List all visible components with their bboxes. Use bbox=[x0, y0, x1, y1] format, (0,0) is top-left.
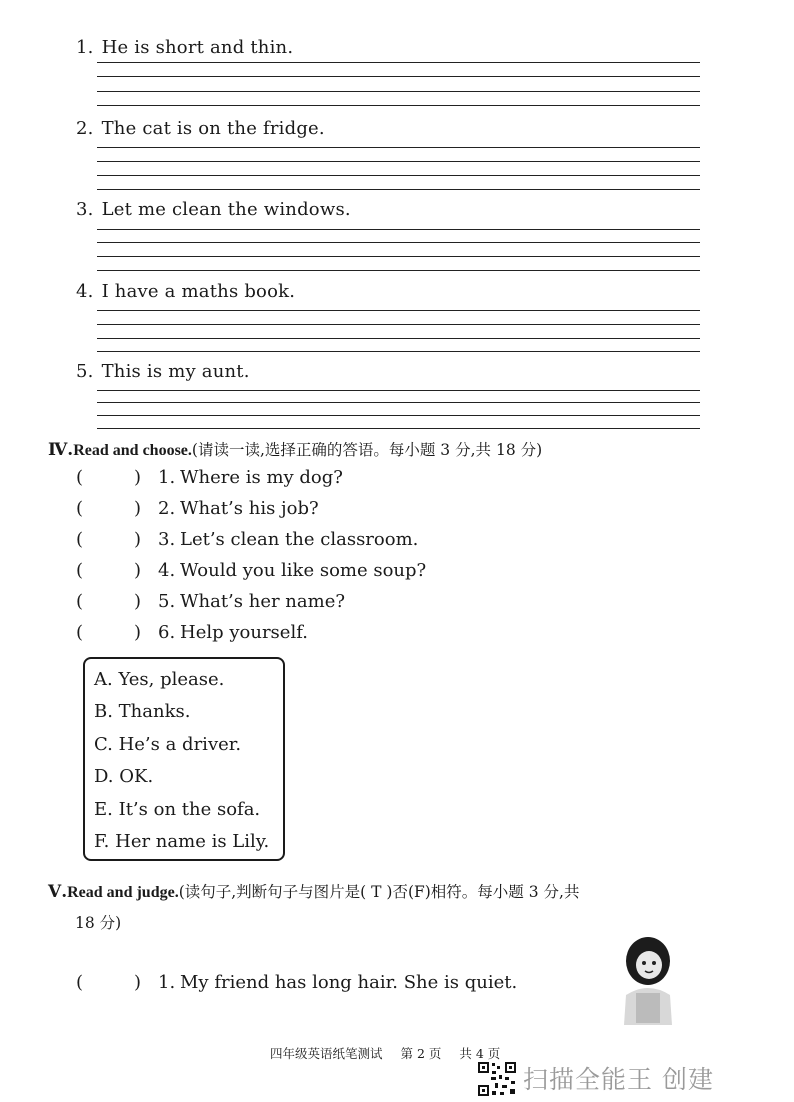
section-4-title-en: Read and choose. bbox=[73, 442, 192, 459]
answer-blank-close: ) bbox=[134, 467, 142, 488]
answer-blank-close: ) bbox=[134, 622, 142, 643]
rewrite-item-4 bbox=[76, 281, 295, 302]
option-a: A. Yes, please. bbox=[94, 669, 225, 690]
question-number: 1. bbox=[158, 972, 176, 993]
rewrite-item-2 bbox=[76, 118, 325, 139]
item-number: 4. bbox=[76, 281, 94, 302]
answer-blank-close: ) bbox=[134, 498, 142, 519]
question-number: 1. bbox=[158, 467, 176, 488]
question-text: Would you like some soup? bbox=[180, 560, 427, 581]
answer-blank-open[interactable]: ( bbox=[76, 467, 84, 488]
footer-title: 四年级英语纸笔测试 bbox=[270, 1046, 383, 1061]
question-number: 6. bbox=[158, 622, 176, 643]
answer-blank-open[interactable]: ( bbox=[76, 622, 84, 643]
choose-question-6 bbox=[76, 622, 308, 643]
question-text: Let’s clean the classroom. bbox=[180, 529, 419, 550]
section-5-title-continued: 18 分) bbox=[75, 914, 122, 932]
rewrite-item-3 bbox=[76, 199, 351, 220]
option-d: D. OK. bbox=[94, 766, 154, 787]
item-number: 1. bbox=[76, 37, 94, 58]
answer-blank-open[interactable]: ( bbox=[76, 591, 84, 612]
option-e: E. It’s on the sofa. bbox=[94, 799, 261, 820]
question-text: My friend has long hair. She is quiet. bbox=[180, 972, 518, 993]
rewrite-item-5 bbox=[76, 361, 250, 382]
girl-picture bbox=[612, 935, 684, 1030]
footer-total: 共 4 页 bbox=[459, 1046, 501, 1061]
judge-question-1 bbox=[76, 972, 517, 993]
section-4-title bbox=[48, 438, 542, 460]
page-footer bbox=[270, 1044, 500, 1062]
section-5-title bbox=[48, 880, 579, 902]
item-text: He is short and thin. bbox=[101, 37, 294, 58]
answer-blank-close: ) bbox=[134, 972, 142, 993]
question-number: 4. bbox=[158, 560, 176, 581]
item-number: 2. bbox=[76, 118, 94, 139]
option-f: F. Her name is Lily. bbox=[94, 831, 270, 852]
section-5-title-cn: (读句子,判断句子与图片是( T )否(F)相符。每小题 3 分,共 bbox=[178, 883, 580, 901]
qr-code-icon bbox=[477, 1061, 517, 1097]
answer-blank-open[interactable]: ( bbox=[76, 560, 84, 581]
question-text: Help yourself. bbox=[180, 622, 308, 643]
section-4-numeral: Ⅳ. bbox=[48, 440, 74, 460]
section-5-numeral: Ⅴ. bbox=[48, 882, 68, 902]
item-number: 5. bbox=[76, 361, 94, 382]
footer-page: 第 2 页 bbox=[400, 1046, 442, 1061]
choose-question-5 bbox=[76, 591, 345, 612]
answer-blank-close: ) bbox=[134, 560, 142, 581]
answer-blank-open[interactable]: ( bbox=[76, 529, 84, 550]
item-text: The cat is on the fridge. bbox=[101, 118, 325, 139]
scanner-watermark: 扫描全能王 创建 bbox=[523, 1065, 714, 1094]
question-text: Where is my dog? bbox=[180, 467, 343, 488]
choose-question-1 bbox=[76, 467, 343, 488]
section-5-title-en: Read and judge. bbox=[67, 884, 179, 901]
item-text: Let me clean the windows. bbox=[101, 199, 351, 220]
question-text: What’s her name? bbox=[180, 591, 346, 612]
item-text: I have a maths book. bbox=[101, 281, 296, 302]
answer-blank-close: ) bbox=[134, 591, 142, 612]
option-c: C. He’s a driver. bbox=[94, 734, 242, 755]
choose-question-2 bbox=[76, 498, 319, 519]
item-number: 3. bbox=[76, 199, 94, 220]
answer-blank-open[interactable]: ( bbox=[76, 972, 84, 993]
rewrite-item-1 bbox=[76, 37, 293, 58]
question-number: 3. bbox=[158, 529, 176, 550]
option-b: B. Thanks. bbox=[94, 701, 191, 722]
choose-question-4 bbox=[76, 560, 426, 581]
question-number: 5. bbox=[158, 591, 176, 612]
answer-blank-close: ) bbox=[134, 529, 142, 550]
question-number: 2. bbox=[158, 498, 176, 519]
choose-question-3 bbox=[76, 529, 418, 550]
question-text: What’s his job? bbox=[180, 498, 319, 519]
answer-blank-open[interactable]: ( bbox=[76, 498, 84, 519]
answer-options-box bbox=[83, 657, 285, 861]
item-text: This is my aunt. bbox=[101, 361, 250, 382]
section-4-title-cn: (请读一读,选择正确的答语。每小题 3 分,共 18 分) bbox=[191, 441, 543, 459]
